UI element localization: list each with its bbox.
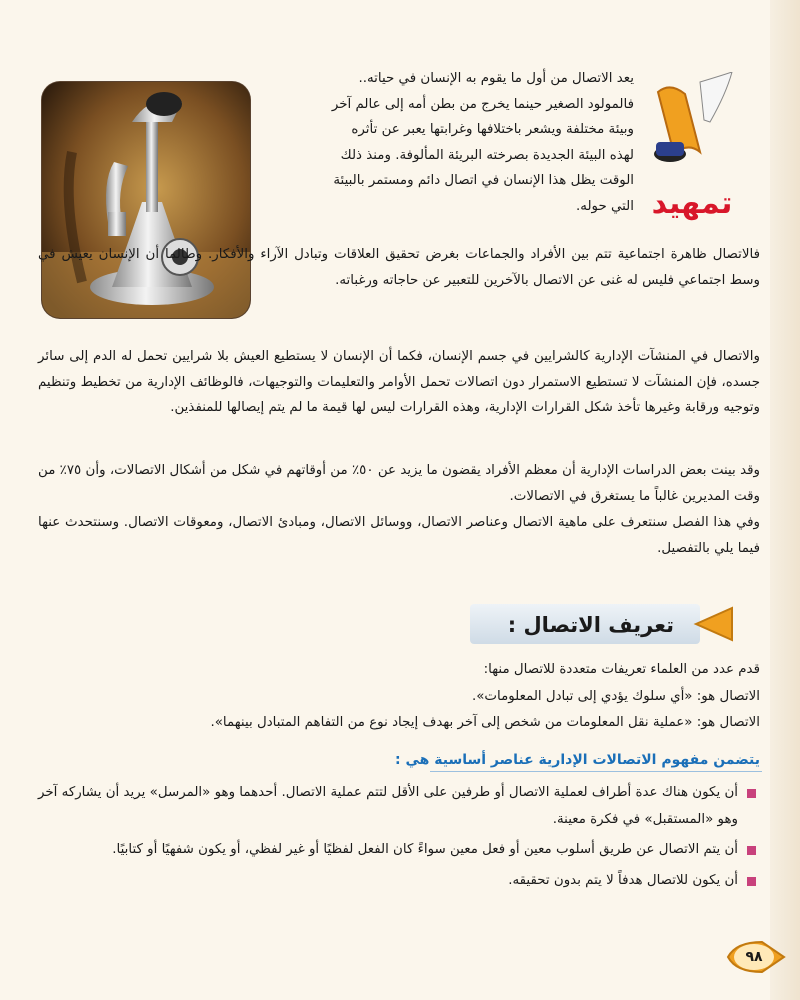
components-underline [430,771,762,772]
components-heading: يتضمن مفهوم الاتصالات الإدارية عناصر أساسية هي : [395,752,760,768]
definition-line: الاتصال هو: «عملية نقل المعلومات من شخص إلى آخر بهدف إيجاد نوع من التفاهم المتبادل بينهما». [210,715,760,730]
intro-line: الوقت يظل هذا الإنسان في اتصال دائم ومستمر بالبيئة [333,173,634,188]
list-item [38,780,760,833]
scroll-quill-inkpot-icon [640,72,740,187]
page-number: ٩٨ [745,949,763,965]
intro-title: تمهيد [651,186,733,221]
paragraph: فالاتصال ظاهرة اجتماعية تتم بين الأفراد والجماعات بغرض تحقيق العلاقات وتبادل الآراء والأفكار. وطالما أن الإنسان يعيش في وسط اجتماعي فليس له غنى عن الاتصال بالآخرين للتعبير عن حاجاته ورغباته. [38,247,760,288]
definition-line: قدم عدد من العلماء تعريفات متعددة للاتصال منها: [483,662,760,677]
page-edge [770,0,800,1000]
bullet-square-icon [747,846,756,855]
bullet-text: أن يكون للاتصال هدفاً لا يتم بدون تحقيقه. [508,872,738,888]
bullet-text: أن يتم الاتصال عن طريق أسلوب معين أو فعل معين سواءً كان الفعل لفظيًا أو غير لفظي، أو يكون شفهيًا أو كتابيًا. [112,842,738,857]
orange-arrow-icon [692,604,738,644]
intro-line: وبيئة مختلفة ويشعر باختلافها وغرابتها يعبر عن تأثره [351,122,634,137]
bullet-square-icon [747,877,756,886]
intro-line: لهذه البيئة الجديدة بصرخته البريئة المألوفة. ومنذ ذلك [340,147,634,163]
section-title: تعريف الاتصال : [507,613,674,637]
paragraph: والاتصال في المنشآت الإدارية كالشرايين في جسم الإنسان، فكما أن الإنسان لا يستطيع العيش بلا شرايين تحمل له الدم إلى سائر جسده، فإن المنشآت لا تستطيع الاستمرار دون اتصالات تحمل الأوامر والتعليمات والتوجيهات، فالوظائف الإدارية من تخطيط وتنظيم وتوجيه ورقابة وغيرها تأخذ شكل القرارات الإدارية، وهذه القرارات ليس لها قيمة ما لم يتم إيصالها للمنفذين. [38,349,760,415]
page-number-badge [726,938,786,976]
paragraph: وقد بينت بعض الدراسات الإدارية أن معظم الأفراد يقضون ما يزيد عن ٥٠٪ من أوقاتهم في شكل من أشكال الاتصالات، وأن ٧٥٪ من وقت المديرين غالباً ما يستغرق في الاتصالات. [38,463,760,504]
definitions [38,657,760,737]
intro-line: فالمولود الصغير حينما يخرج من بطن أمه إلى عالم آخر [331,96,634,112]
bullet-text: أن يكون هناك عدة أطراف لعملية الاتصال أو طرفين على الأقل لتتم عملية الاتصال. أحدهما وهو «المرسل» يريد أن يشاركه آخر وهو «المستقبل» في فكرة معينة. [38,785,738,827]
definition-line: الاتصال هو: «أي سلوك يؤدي إلى تبادل المعلومات». [471,688,760,704]
intro-line: يعد الاتصال من أول ما يقوم به الإنسان في حياته.. [358,71,634,86]
list-item [38,837,760,864]
bullet-list [38,780,760,898]
intro-line: التي حوله. [576,198,634,214]
bullet-square-icon [747,789,756,798]
list-item [38,868,760,895]
section-heading-banner [470,600,738,646]
paragraph: وفي هذا الفصل سنتعرف على ماهية الاتصال وعناصر الاتصال، ووسائل الاتصال، ومبادئ الاتصال، ومعوقات الاتصال. وسنتحدث عنها فيما يلي بالتفصيل. [38,515,760,556]
intro-paragraph [258,66,634,219]
